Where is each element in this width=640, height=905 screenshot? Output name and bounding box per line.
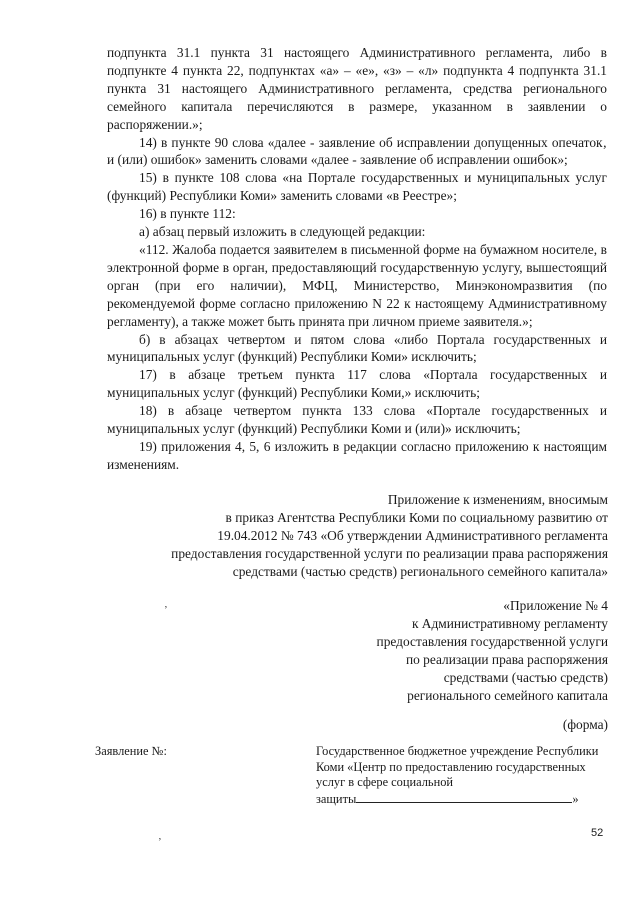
organization-line-suffix: » <box>572 791 579 806</box>
appendix-4-line: по реализации права распоряжения <box>405 652 608 667</box>
organization-line: услуг в сфере социальной <box>316 775 454 790</box>
application-number-label: Заявление №: <box>95 744 167 758</box>
appendix-header <box>171 491 608 581</box>
appendix-header-line: в приказ Агентства Республики Коми по социальному развитию от <box>225 510 608 525</box>
scan-mark: ’ <box>164 604 168 616</box>
form-label: (форма) <box>562 717 608 732</box>
paragraph-1: подпункта 31.1 пункта 31 настоящего Административного регламента, либо в подпункте 4 пункта 22, подпунктах «а» – «е», «з» – «л» подпункта 4 подпункта 31.1 пункта 31 настоящего Административного регламента, средства регионального семейного капитала перечисляются в размере, указанном в заявлении о распоряжении.»; <box>107 45 607 132</box>
appendix-4-line: предоставления государственной услуги <box>376 634 608 649</box>
paragraph-item-15: 15) в пункте 108 слова «на Портале государственных и муниципальных услуг (функций) Республики Коми» заменить словами «в Реестре»; <box>107 170 607 204</box>
paragraph-item-16a: а) абзац первый изложить в следующей редакции: <box>139 224 426 240</box>
paragraph-item-16: 16) в пункте 112: <box>139 206 236 222</box>
paragraph-item-16b: б) в абзацах четвертом и пятом слова «либо Портала государственных и муниципальных услуг (функций) Республики Коми» исключить; <box>107 331 607 365</box>
appendix-4-line: к Административному регламенту <box>411 616 608 631</box>
organization-line-prefix: защиты <box>316 791 357 806</box>
appendix-header-line: 19.04.2012 № 743 «Об утверждении Административного регламента <box>217 528 608 543</box>
appendix-header-line: Приложение к изменениям, вносимым <box>387 492 608 507</box>
fill-in-underline <box>356 791 572 803</box>
organization-line-4 <box>316 791 616 808</box>
organization-line: Государственное бюджетное учреждение Республики <box>316 744 599 758</box>
page-number: 52 <box>591 827 604 839</box>
paragraph-item-112-text: «112. Жалоба подается заявителем в письменной форме на бумажном носителе, в электронной форме в орган, предоставляющий государственную услугу, вышестоящий орган (при его наличии), МФЦ, Министерство, Минэкономразвития (по рекомендуемой форме согласно приложению N 22 к настоящему Административному регламенту), а также может быть принята при личном приеме заявителя.»; <box>107 241 607 329</box>
paragraph-item-19: 19) приложения 4, 5, 6 изложить в редакции согласно приложению к настоящим изменениям. <box>107 438 607 472</box>
appendix-4-line: регионального семейного капитала <box>407 688 608 703</box>
appendix-header-line: предоставления государственной услуги по реализации права распоряжения <box>171 546 608 561</box>
scan-mark: ‚ <box>158 830 162 842</box>
organization-block <box>316 744 616 807</box>
organization-line: Коми «Центр по предоставлению государственных <box>316 759 586 774</box>
appendix-4-header <box>377 597 608 705</box>
paragraph-item-18: 18) в абзаце четвертом пункта 133 слова «Портале государственных и муниципальных услуг (функций) Республики Коми и (или)» исключить; <box>107 403 607 437</box>
paragraph-item-17: 17) в абзаце третьем пункта 117 слова «Портала государственных и муниципальных услуг (функций) Республики Коми,» исключить; <box>107 367 607 401</box>
appendix-4-line: средствами (частью средств) <box>443 670 608 685</box>
appendix-4-line: «Приложение № 4 <box>503 598 608 613</box>
appendix-header-line: средствами (частью средств) регионального семейного капитала» <box>232 564 608 579</box>
paragraph-item-14: 14) в пункте 90 слова «далее - заявление об исправлении допущенных опечаток‚ и (или) ошибок» заменить словами «далее - заявление об исправлении ошибок»; <box>107 134 607 168</box>
main-text <box>107 44 607 474</box>
